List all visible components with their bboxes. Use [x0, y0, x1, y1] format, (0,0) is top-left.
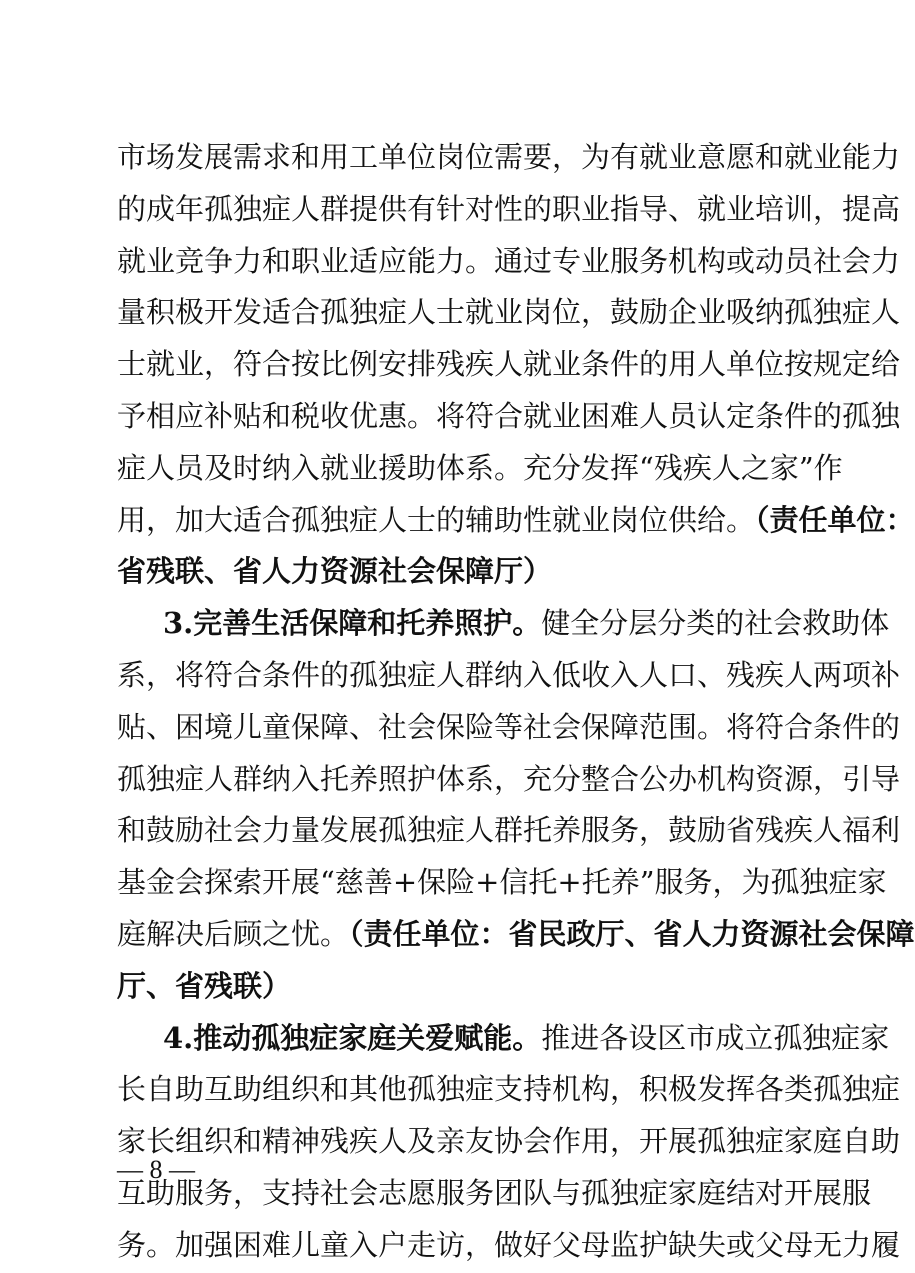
- body-text-line: 系，将符合条件的孤独症人群纳入低收入人口、残疾人两项补: [117, 658, 901, 692]
- responsibility-note: （责任单位：省民政厅、省人力资源社会保障: [349, 917, 915, 951]
- body-text-line: 市场发展需求和用工单位岗位需要，为有就业意愿和就业能力: [117, 140, 901, 174]
- body-text-line: 士就业，符合按比例安排残疾人就业条件的用人单位按规定给: [117, 347, 901, 381]
- body-text-line: 的成年孤独症人群提供有针对性的职业指导、就业培训，提高: [117, 192, 901, 226]
- body-text-line: 互助服务，支持社会志愿服务团队与孤独症家庭结对开展服: [117, 1176, 872, 1210]
- body-text: 庭解决后顾之忧。: [117, 917, 350, 951]
- body-text-line: 务。加强困难儿童入户走访，做好父母监护缺失或父母无力履: [117, 1228, 901, 1262]
- section-first-line: [163, 1018, 890, 1058]
- responsibility-note: 省残联、省人力资源社会保障厅）: [117, 554, 553, 588]
- body-text: 健全分层分类的社会救助体: [541, 606, 890, 640]
- body-text-line: 孤独症人群纳入托养照护体系，充分整合公办机构资源，引导: [117, 762, 901, 796]
- section-heading: 4.推动孤独症家庭关爱赋能。: [163, 1021, 542, 1055]
- body-text-line: 贴、困境儿童保障、社会保险等社会保障范围。将符合条件的: [117, 710, 901, 744]
- body-text-line: 就业竞争力和职业适应能力。通过专业服务机构或动员社会力: [117, 244, 901, 278]
- body-text-line: 和鼓励社会力量发展孤独症人群托养服务，鼓励省残疾人福利: [117, 813, 901, 847]
- body-text-line: [117, 914, 915, 954]
- body-text: 用，加大适合孤独症人士的辅助性就业岗位供给。: [117, 503, 756, 537]
- body-text-line: 量积极开发适合孤独症人士就业岗位，鼓励企业吸纳孤独症人: [117, 295, 901, 329]
- body-text-line: 予相应补贴和税收优惠。将符合就业困难人员认定条件的孤独: [117, 399, 901, 433]
- section-heading: 3.完善生活保障和托养照护。: [163, 606, 542, 640]
- responsibility-note: （责任单位：: [755, 503, 915, 537]
- body-text-line: 症人员及时纳入就业援助体系。充分发挥“残疾人之家”作: [117, 451, 843, 485]
- page-number: — 8 —: [117, 1155, 195, 1184]
- body-text-line: 基金会探索开展“慈善+保险+信托+托养”服务，为孤独症家: [117, 865, 887, 899]
- section-first-line: [163, 603, 890, 643]
- body-text-line: 长自助互助组织和其他孤独症支持机构，积极发挥各类孤独症: [117, 1072, 901, 1106]
- body-text-line: 家长组织和精神残疾人及亲友协会作用，开展孤独症家庭自助: [117, 1124, 901, 1158]
- body-text: 推进各设区市成立孤独症家: [541, 1021, 890, 1055]
- body-text-line: [117, 500, 915, 540]
- responsibility-note: 厅、省残联）: [117, 969, 292, 1003]
